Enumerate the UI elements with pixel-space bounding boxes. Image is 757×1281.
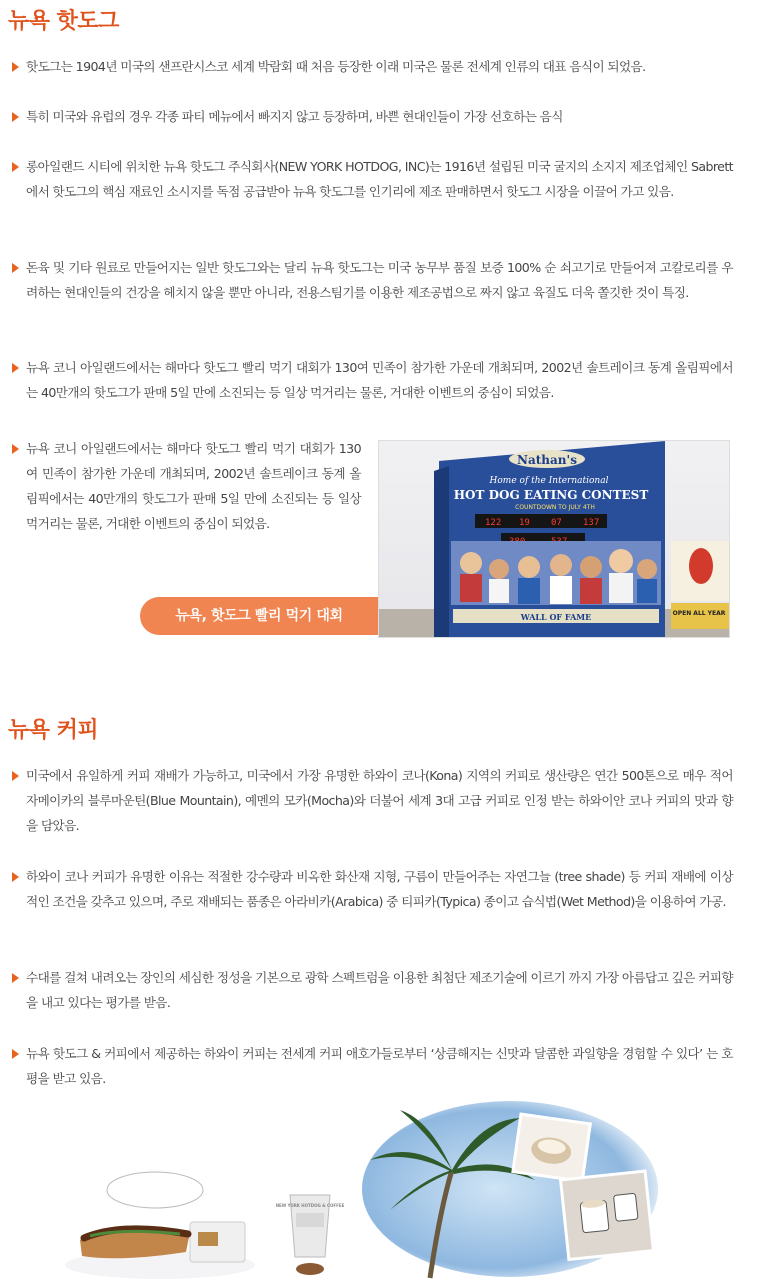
hotdog-bullet-text: 롱아일랜드 시티에 위치한 뉴욕 핫도그 주식회사(NEW YORK HOTDOG, INC)는 1916년 설립된 미국 굴지의 소지지 제조업체인 Sabrett 에서 핫도그의 핵심 재료인 소시지를 독점 공급받아 뉴욕 핫도그를 인기리에 제조 판매하면서 핫도그 시장을 이끌어 가고 있음. [26,159,733,199]
bullet-arrow-icon [12,363,19,373]
hotdog-bullet-text: 뉴욕 코니 아일랜드에서는 해마다 핫도그 빨리 먹기 대회가 130여 민족이 참가한 가운데 개최되며, 2002년 솔트레이크 동계 올림픽에서는 40만개의 핫도그가 판매 5일 만에 소진되는 등 일상 먹거리는 물론, 거대한 이벤트의 중심이 되었음. [26,441,361,531]
hotdog-bullet-text: 핫도그는 1904년 미국의 샌프란시스코 세계 박람회 때 처음 등장한 이래 미국은 물론 전세계 인류의 대표 음식이 되었음. [26,59,646,74]
score-digit: 07 [551,518,562,528]
coffee-bullet-2 [12,864,733,914]
hotdog-bullet-text: 돈육 및 기타 원료로 만들어지는 일반 핫도그와는 달리 뉴욕 핫도그는 미국 농무부 품질 보증 100% 순 쇠고기로 만들어져 고칼로리를 우려하는 현대인들의 건강을 헤치지 않을 뿐만 아니라, 전용스팀기를 이용한 제조공법으로 짜지 않고 육질도 더욱 쫄깃한 것이 특징. [26,260,733,300]
cup-brand-text: NEW YORK HOTDOG & COFFEE [275,1203,345,1208]
hotdog-section-title: 뉴욕 핫도그 [8,9,119,34]
eating-contest-photo [378,440,730,638]
hotdog-bullet-text: 특히 미국와 유럽의 경우 각종 파티 메뉴에서 빠지지 않고 등장하며, 바쁜 현대인들이 가장 선호하는 음식 [26,109,563,124]
bullet-arrow-icon [12,162,19,172]
nathans-logo-text: Nathan's [517,453,577,467]
coffee-photo-card-2 [561,1171,654,1259]
hotdog-product-image [60,1170,260,1280]
bullet-arrow-icon [12,444,19,454]
coffee-bullet-text: 뉴욕 핫도그 & 커피에서 제공하는 하와이 커피는 전세계 커피 애호가들로부터 ‘상큼해지는 신맛과 달콤한 과일향을 경험할 수 있다’ 는 호평을 받고 있음. [26,1046,733,1086]
billboard-countdown: COUNTDOWN TO JULY 4TH [515,504,595,511]
bullet-arrow-icon [12,973,19,983]
coffee-bullet-text: 하와이 코나 커피가 유명한 이유는 적절한 강수량과 비옥한 화산재 지형, 구름이 만들어주는 자연그늘 (tree shade) 등 커피 재배에 이상적인 조건을 갖추고 있으며, 주로 재배되는 품종은 아라비카(Arabica) 중 티피카(Typica) 종이고 습식법(Wet Method)을 이용하여 가공. [26,869,733,909]
coffee-bullet-4 [12,1041,733,1091]
coffee-bullet-text: 수대를 걸쳐 내려오는 장인의 세심한 정성을 기본으로 광학 스펙트럼을 이용한 최첨단 제조기술에 이르기 까지 가장 아름답고 깊은 커피향을 내고 있다는 평가를 받음. [26,970,733,1010]
bullet-arrow-icon [12,62,19,72]
hotdog-bullet-6 [12,436,361,536]
billboard-subtitle: Home of the International [489,476,609,486]
bullet-arrow-icon [12,112,19,122]
coffee-photo-card-1 [513,1114,590,1181]
hotdog-bullet-3 [12,154,733,204]
coffee-bullet-3 [12,965,733,1015]
kona-coffee-photo [360,1100,660,1278]
eating-contest-billboard [379,441,729,637]
bullet-arrow-icon [12,1049,19,1059]
open-all-year-sign: OPEN ALL YEAR [672,610,726,617]
score-digit: 137 [583,518,600,528]
score-digit: 19 [519,518,530,528]
coffee-section-title: 뉴욕 커피 [8,718,99,743]
wall-of-fame-text: WALL OF FAME [520,612,592,622]
hotdog-bullet-text: 뉴욕 코니 아일랜드에서는 해마다 핫도그 빨리 먹기 대회가 130여 민족이 참가한 가운데 개최되며, 2002년 솔트레이크 동계 올림픽에서는 40만개의 핫도그가 판매 5일 만에 소진되는 등 일상 먹거리는 물론, 거대한 이벤트의 중심이 되었음. [26,360,733,400]
hotdog-bullet-5 [12,355,733,405]
bullet-arrow-icon [12,771,19,781]
contestant-crowd [451,541,661,605]
hotdog-bullet-2 [12,104,733,129]
coffee-bullet-1 [12,763,733,838]
bullet-arrow-icon [12,872,19,882]
hotdog-bullet-4 [12,255,733,305]
hotdog-bullet-1 [12,54,733,79]
coffee-bullet-text: 미국에서 유일하게 커피 재배가 가능하고, 미국에서 가장 유명한 하와이 코나(Kona) 지역의 커피로 생산량은 연간 500톤으로 매우 적어 자메이카의 블루마운틴(Blue Mountain), 예멘의 모카(Mocha)와 더불어 세계 3대 고급 커피로 인정 받는 하와이안 코나 커피의 맛과 향을 담았음. [26,768,733,833]
eating-contest-caption: 뉴욕, 핫도그 빨리 먹기 대회 [140,597,378,635]
billboard-headline: HOT DOG EATING CONTEST [453,488,649,502]
coffee-cup-image [275,1185,345,1280]
score-digit: 122 [485,518,502,528]
bullet-arrow-icon [12,263,19,273]
